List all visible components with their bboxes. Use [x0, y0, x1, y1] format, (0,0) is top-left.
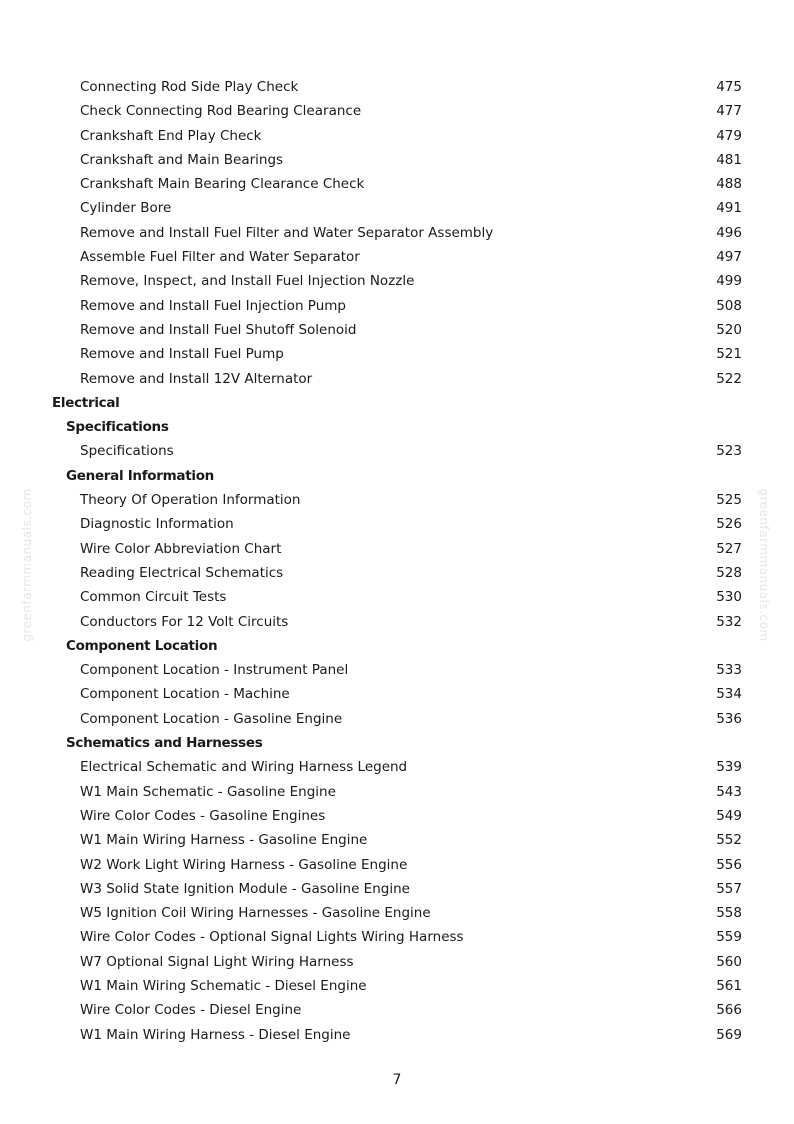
toc-entry[interactable]: [0, 658, 794, 682]
toc-entry-title: Crankshaft End Play Check: [80, 127, 262, 144]
toc-entry-page-number: 523: [716, 443, 742, 460]
toc-entry[interactable]: [0, 780, 794, 804]
toc-entry-title: Diagnostic Information: [80, 516, 234, 533]
toc-entry[interactable]: [0, 610, 794, 634]
toc-entry-title: Remove and Install 12V Alternator: [80, 370, 313, 387]
toc-entry-title: W1 Main Schematic - Gasoline Engine: [80, 783, 336, 800]
toc-entry-title: Specifications: [66, 419, 169, 436]
toc-entry-title: Schematics and Harnesses: [66, 735, 263, 752]
toc-entry[interactable]: [0, 148, 794, 172]
toc-entry-title: Crankshaft and Main Bearings: [80, 151, 284, 168]
toc-entry-page-number: 559: [716, 929, 742, 946]
toc-entry-title: Remove and Install Fuel Shutoff Solenoid: [80, 321, 357, 338]
toc-entry-page-number: 532: [716, 613, 742, 630]
toc-entry-title: Remove and Install Fuel Pump: [80, 346, 284, 363]
toc-entry-title: Wire Color Codes - Optional Signal Lights Wiring Harness: [80, 929, 464, 946]
toc-entry-page-number: 569: [716, 1026, 742, 1043]
toc-entry-page-number: 528: [716, 564, 742, 581]
toc-entry-title: Component Location - Gasoline Engine: [80, 710, 343, 727]
toc-entry-page-number: 543: [716, 783, 742, 800]
toc-entry-title: Remove and Install Fuel Injection Pump: [80, 297, 346, 314]
toc-entry-title: W7 Optional Signal Light Wiring Harness: [80, 953, 354, 970]
toc-entry[interactable]: [0, 561, 794, 585]
toc-entry-page-number: 497: [716, 249, 742, 266]
toc-entry-page-number: 491: [716, 200, 742, 217]
toc-entry-page-number: 477: [716, 103, 742, 120]
toc-entry-page-number: 533: [716, 662, 742, 679]
toc-entry[interactable]: [0, 342, 794, 366]
toc-entry-title: Specifications: [80, 443, 174, 460]
toc-entry-title: Theory Of Operation Information: [80, 492, 301, 509]
toc-entry[interactable]: [0, 269, 794, 293]
toc-entry[interactable]: [0, 196, 794, 220]
toc-entry[interactable]: [0, 367, 794, 391]
toc-entry[interactable]: [0, 853, 794, 877]
toc-entry-title: Check Connecting Rod Bearing Clearance: [80, 103, 362, 120]
toc-entry[interactable]: [0, 1023, 794, 1047]
toc-entry-title: W2 Work Light Wiring Harness - Gasoline Engine: [80, 856, 408, 873]
toc-entry-page-number: 508: [716, 297, 742, 314]
toc-entry-page-number: 488: [716, 176, 742, 193]
toc-entry[interactable]: [0, 998, 794, 1022]
toc-entry-page-number: 481: [716, 151, 742, 168]
toc-entry-page-number: 556: [716, 856, 742, 873]
toc-entry-page-number: 475: [716, 79, 742, 95]
toc-entry[interactable]: [0, 512, 794, 536]
toc-entry-title: General Information: [66, 467, 214, 484]
toc-entry[interactable]: [0, 755, 794, 779]
toc-entry-page-number: 522: [716, 370, 742, 387]
toc-entry[interactable]: [0, 537, 794, 561]
toc-entry-title: W1 Main Wiring Schematic - Diesel Engine: [80, 977, 367, 994]
toc-entry-title: W3 Solid State Ignition Module - Gasoline Engine: [80, 880, 410, 897]
toc-entry[interactable]: [0, 294, 794, 318]
toc-entry-page-number: 525: [716, 492, 742, 509]
toc-entry[interactable]: [0, 245, 794, 269]
toc-entry-title: W1 Main Wiring Harness - Diesel Engine: [80, 1026, 351, 1043]
toc-entry[interactable]: [0, 585, 794, 609]
toc-entry-page-number: 539: [716, 759, 742, 776]
toc-entry-title: Conductors For 12 Volt Circuits: [80, 613, 289, 630]
toc-entry-title: W5 Ignition Coil Wiring Harnesses - Gasoline Engine: [80, 905, 431, 922]
toc-entry[interactable]: [0, 901, 794, 925]
toc-entry-page-number: 499: [716, 273, 742, 290]
toc-entry-title: Component Location: [66, 637, 218, 654]
toc-entry[interactable]: [0, 75, 794, 99]
toc-entry[interactable]: [0, 439, 794, 463]
toc-entry[interactable]: [0, 488, 794, 512]
toc-entry-page-number: 526: [716, 516, 742, 533]
toc-entry[interactable]: [0, 221, 794, 245]
toc-entry-page-number: 560: [716, 953, 742, 970]
toc-entry-page-number: 530: [716, 589, 742, 606]
toc-entry-page-number: 534: [716, 686, 742, 703]
page-number: 7: [392, 1072, 402, 1088]
toc-entry-title: Crankshaft Main Bearing Clearance Check: [80, 176, 365, 193]
toc-entry[interactable]: [0, 974, 794, 998]
toc-entry-title: W1 Main Wiring Harness - Gasoline Engine: [80, 832, 368, 849]
toc-entry-page-number: 549: [716, 807, 742, 824]
watermark-right: greenfarmmanuals.com: [757, 488, 771, 642]
toc-entry-page-number: 496: [716, 224, 742, 241]
toc-entry-title: Remove, Inspect, and Install Fuel Injection Nozzle: [80, 273, 415, 290]
toc-entry-title: Cylinder Bore: [80, 200, 172, 217]
toc-entry-page-number: 520: [716, 321, 742, 338]
toc-section-heading: [0, 415, 794, 439]
toc-entry[interactable]: [0, 925, 794, 949]
toc-entry[interactable]: [0, 804, 794, 828]
toc-entry[interactable]: [0, 172, 794, 196]
toc-entry[interactable]: [0, 950, 794, 974]
toc-entry-page-number: 557: [716, 880, 742, 897]
toc-entry-title: Wire Color Abbreviation Chart: [80, 540, 282, 557]
toc-entry-page-number: 566: [716, 1002, 742, 1019]
toc-entry[interactable]: [0, 99, 794, 123]
toc-entry-page-number: 521: [716, 346, 742, 363]
toc-entry[interactable]: [0, 877, 794, 901]
toc-entry-title: Wire Color Codes - Gasoline Engines: [80, 807, 326, 824]
toc-chapter-heading: [0, 391, 794, 415]
toc-entry-title: Component Location - Instrument Panel: [80, 662, 349, 679]
table-of-contents: [0, 75, 794, 1047]
toc-entry[interactable]: [0, 828, 794, 852]
toc-entry-page-number: 561: [716, 977, 742, 994]
toc-entry[interactable]: [0, 124, 794, 148]
toc-entry-title: Connecting Rod Side Play Check: [80, 79, 299, 95]
toc-entry-title: Reading Electrical Schematics: [80, 564, 284, 581]
toc-entry-page-number: 527: [716, 540, 742, 557]
toc-entry-title: Electrical Schematic and Wiring Harness Legend: [80, 759, 408, 776]
toc-entry[interactable]: [0, 682, 794, 706]
toc-entry-title: Wire Color Codes - Diesel Engine: [80, 1002, 302, 1019]
toc-section-heading: [0, 731, 794, 755]
toc-entry-page-number: 479: [716, 127, 742, 144]
toc-entry-title: Component Location - Machine: [80, 686, 290, 703]
watermark-left: greenfarmmanuals.com: [20, 488, 34, 642]
toc-entry-title: Assemble Fuel Filter and Water Separator: [80, 249, 360, 266]
toc-entry[interactable]: [0, 318, 794, 342]
toc-entry-title: Electrical: [52, 394, 120, 411]
toc-section-heading: [0, 634, 794, 658]
toc-entry-page-number: 558: [716, 905, 742, 922]
toc-section-heading: [0, 464, 794, 488]
toc-entry-title: Common Circuit Tests: [80, 589, 227, 606]
toc-entry-page-number: 552: [716, 832, 742, 849]
toc-entry-page-number: 536: [716, 710, 742, 727]
toc-entry[interactable]: [0, 707, 794, 731]
toc-entry-title: Remove and Install Fuel Filter and Water Separator Assembly: [80, 224, 494, 241]
